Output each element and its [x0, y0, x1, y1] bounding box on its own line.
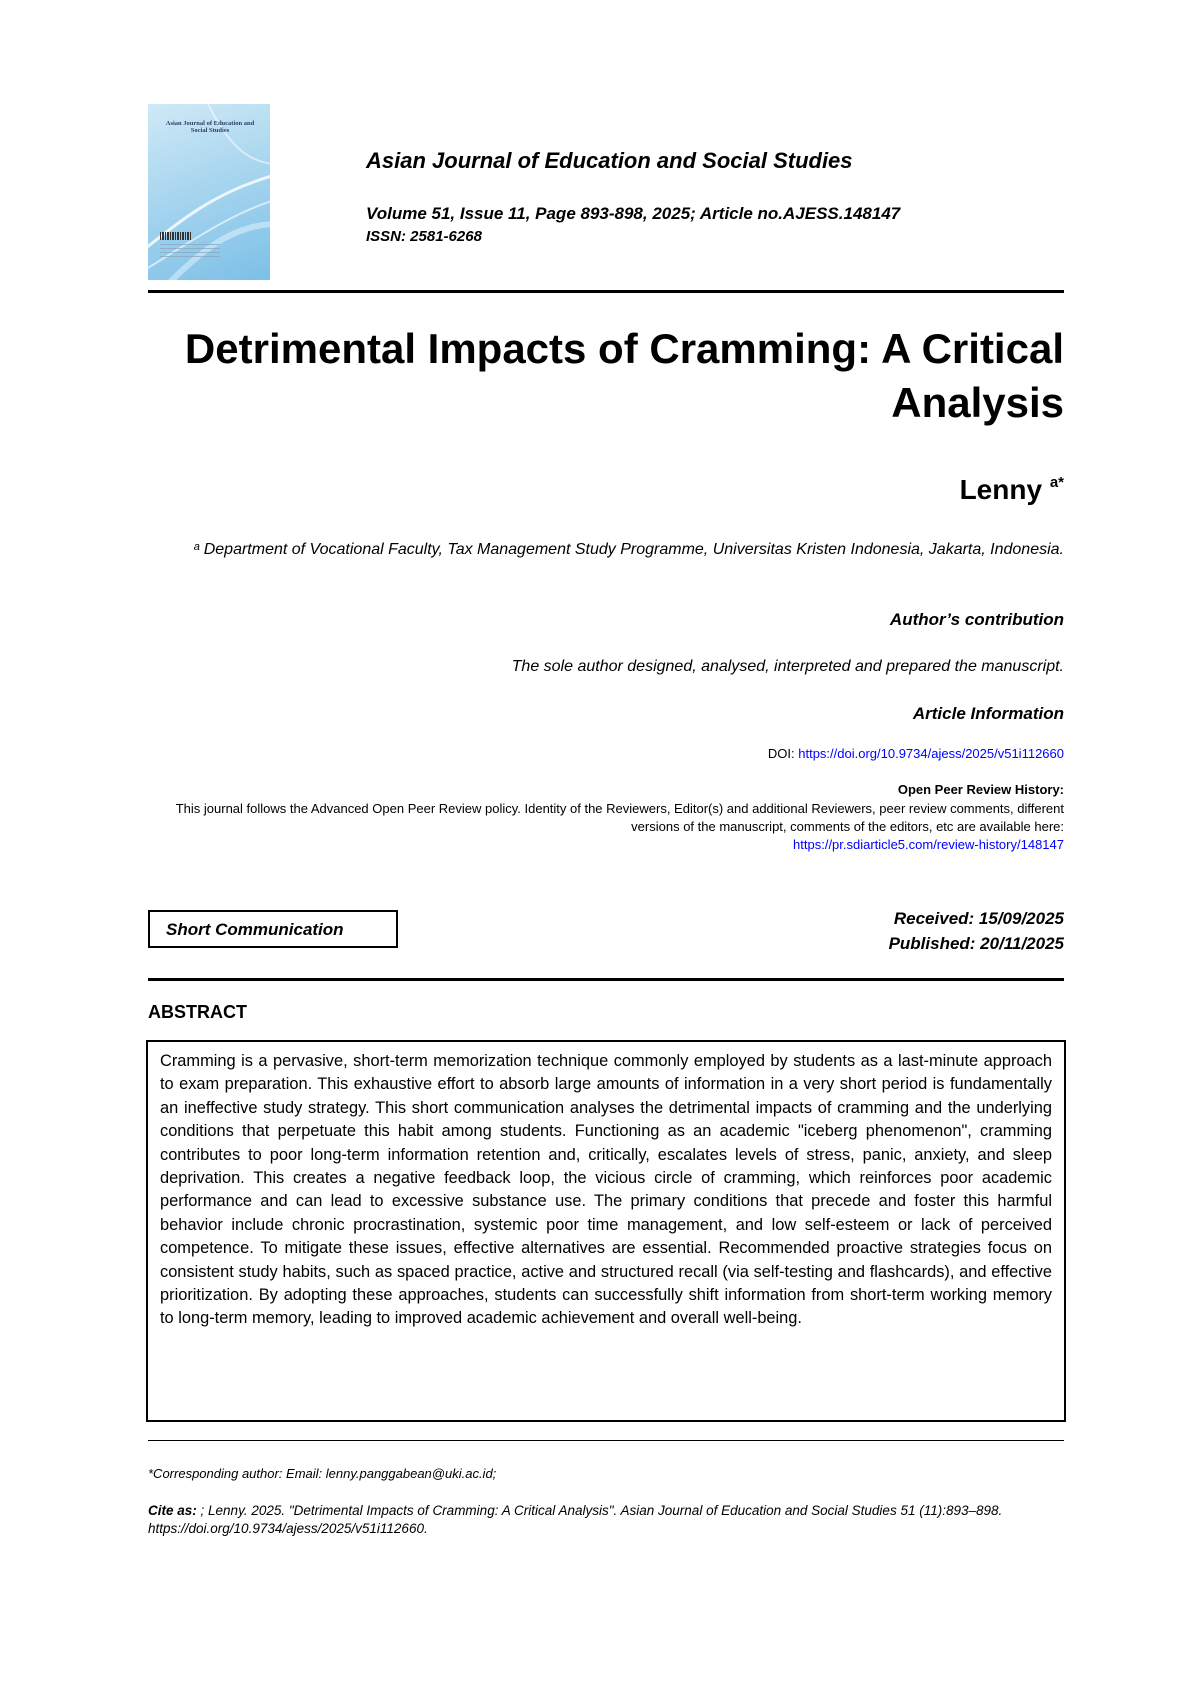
article-info-heading: Article Information: [912, 704, 1064, 723]
abstract-box: [146, 1040, 1066, 1422]
received-date: Received: 15/09/2025: [893, 909, 1064, 928]
cover-barcode-icon: [160, 232, 192, 240]
article-dates: [889, 906, 1064, 956]
journal-name: Asian Journal of Education and Social Studies: [366, 148, 853, 173]
cite-text: ; Lenny. 2025. "Detrimental Impacts of Cramming: A Critical Analysis". Asian Journal of Education and Social Studies 51 (11):893–898. https://doi.org/10.9734/ajess/2025/v51i112660.: [148, 1503, 1003, 1536]
doi-label: DOI:: [767, 746, 799, 761]
article-title: Detrimental Impacts of Cramming: A Critical Analysis: [184, 325, 1064, 426]
published-date: Published: 20/11/2025: [888, 934, 1064, 953]
abstract-divider: [148, 978, 1064, 981]
citation-block: [148, 1502, 1064, 1538]
article-type-badge: Short Communication: [148, 910, 398, 948]
abstract-heading: ABSTRACT: [148, 1002, 247, 1022]
author-affiliation: ᵃ Department of Vocational Faculty, Tax Management Study Programme, Universitas Kristen Indonesia, Jakarta, Indonesia.: [193, 541, 1064, 558]
author-name: Lenny: [959, 474, 1043, 505]
peer-review-block: [148, 800, 1064, 854]
peer-review-text: This journal follows the Advanced Open Peer Review policy. Identity of the Reviewers, Editor(s) and additional Reviewers, peer review comments, different versions of the manuscript, comments of the editors, etc are available here:: [175, 801, 1064, 834]
peer-review-heading: Open Peer Review History:: [897, 782, 1064, 797]
issn-line: ISSN: 2581-6268: [366, 228, 482, 245]
contribution-heading: Author’s contribution: [889, 610, 1064, 629]
cover-text-lines: [160, 244, 220, 258]
cite-label: Cite as:: [148, 1503, 197, 1518]
corresponding-author-note: *Corresponding author: Email: lenny.panggabean@uki.ac.id;: [148, 1466, 497, 1481]
footnote-divider: [148, 1440, 1064, 1441]
contribution-text: The sole author designed, analysed, interpreted and prepared the manuscript.: [511, 658, 1064, 675]
journal-cover-image: [148, 104, 270, 280]
author-line: [960, 474, 1064, 506]
abstract-text: Cramming is a pervasive, short-term memorization technique commonly employed by students as a last-minute approach to exam preparation. This exhaustive effort to absorb large amounts of information in a very short period is fundamentally an ineffective study strategy. This short communication analyses the detrimental impacts of cramming and the underlying conditions that perpetuate this habit among students. Functioning as an academic "iceberg phenomenon", cramming contributes to poor long-term information retention and, critically, escalates levels of stress, panic, anxiety, and sleep deprivation. This creates a negative feedback loop, the vicious circle of cramming, which reinforces poor academic performance and can lead to excessive substance use. The primary conditions that precede and foster this harmful behavior include chronic procrastination, systemic poor time management, and low self-esteem or lack of perceived competence. To mitigate these issues, effective alternatives are essential. Recommended proactive strategies focus on consistent study habits, such as spaced practice, active and structured recall (via self-testing and flashcards), and effective prioritization. By adopting these approaches, students can successfully shift information from short-term working memory to long-term memory, leading to improved academic achievement and overall well-being.: [160, 1052, 1052, 1328]
peer-review-link[interactable]: https://pr.sdiarticle5.com/review-history/148147: [793, 837, 1064, 852]
header-divider: [148, 290, 1064, 293]
doi-line: [768, 746, 1064, 761]
volume-line: Volume 51, Issue 11, Page 893-898, 2025; Article no.AJESS.148147: [366, 204, 901, 223]
cover-title: Asian Journal of Education and Social Studies: [165, 120, 255, 134]
doi-link[interactable]: https://doi.org/10.9734/ajess/2025/v51i112660: [798, 746, 1064, 761]
author-superscript: a*: [1049, 474, 1064, 491]
